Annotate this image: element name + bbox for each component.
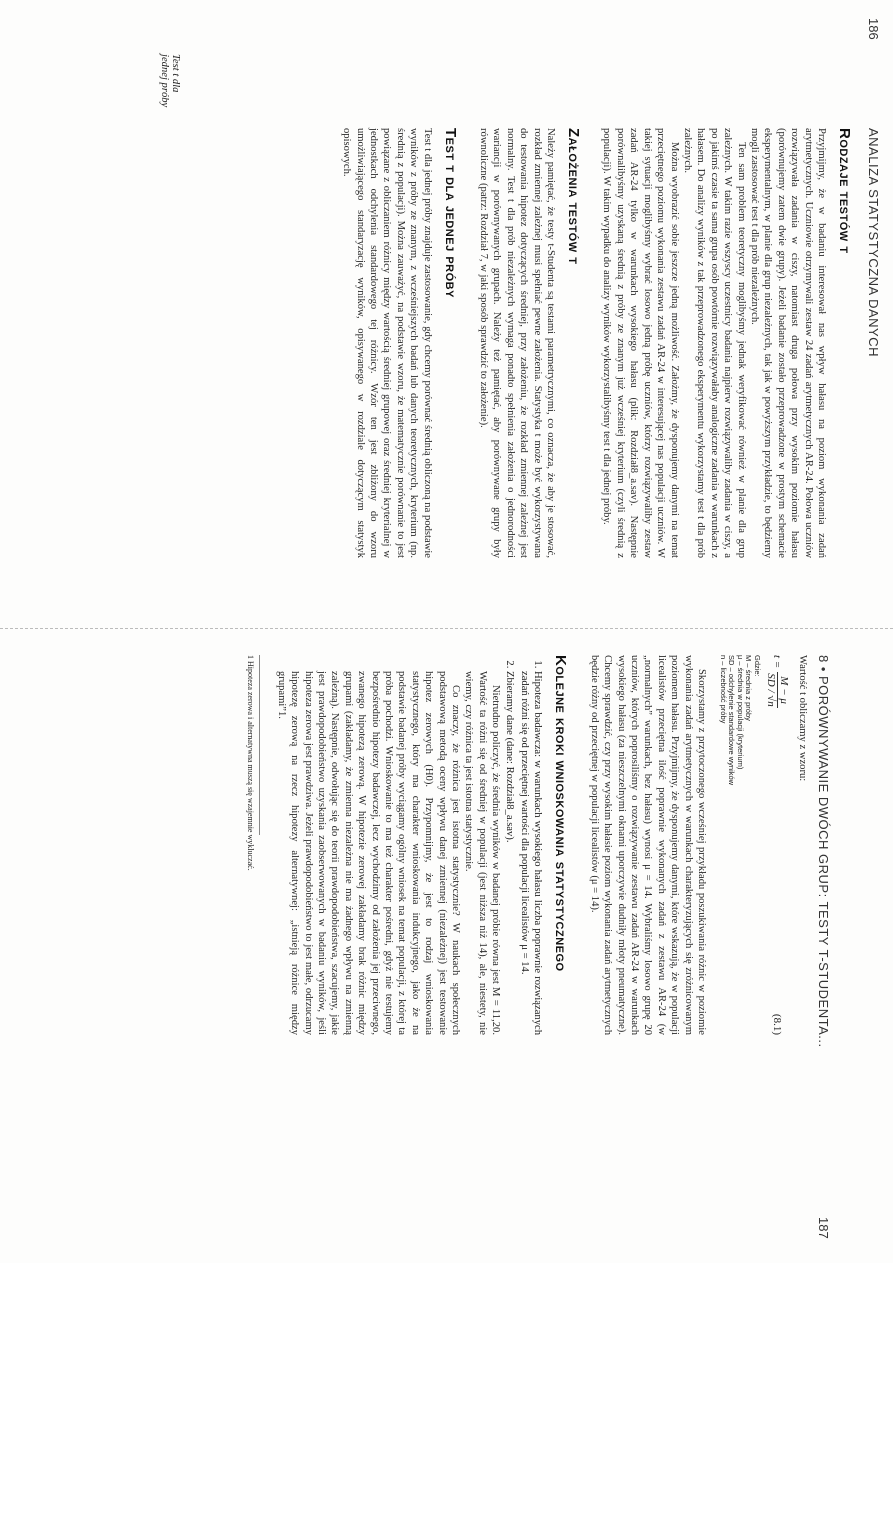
paragraph: Nietrudno policzyć, że średnia wyników w badanej próbie równa jest M = 11,20. Wartość ta różni się od średniej w populacji (jest niższa niż 14), ale, niestety, nie wiemy, czy różnica ta jest istotna statystycznie. xyxy=(463,671,502,1035)
section-title-rodzaje: Rodzaje testów t xyxy=(836,128,853,254)
section-title-kroki: Kolejne kroki wnioskowania statystycznego xyxy=(552,655,570,972)
formula-8-1 xyxy=(765,655,790,1035)
running-head: 8 • PORÓWNYWANIE DWÓCH GRUP: TESTY T-STUDENTA... xyxy=(816,655,831,1048)
legend-line: SD – odchylenie standardowe wyników xyxy=(727,655,737,786)
section-title-test-jednej-proby: Test t dla jednej próby xyxy=(441,128,459,298)
page-number: 186 xyxy=(866,18,881,40)
legend-line: M – średnia z próby xyxy=(744,655,754,721)
legend-line: Gdzie: xyxy=(752,655,762,677)
paragraph: Należy pamiętać, że testy t-Studenta są testami parametrycznymi, co oznacza, że aby je stosować, rozkład zmiennej zależnej musi spełniać pewne założenia. Statystyka t może być wykorzystywana do testowania hipotez dotyczących średniej, przy założeniu, że rozkład zmiennej zależnej jest normalny. Test t dla prób niezależnych wymaga ponadto spełnienia założenia o jednorodności wariancji w porównywanych grupach. Należy też pamiętać, aby porównywane grupy były równoliczne (patrz: Rozdział 7, w jaki sposób sprawdzić to założenie). xyxy=(478,128,557,558)
step-text: Zbieramy dane (dane: Rozdział8_a.sav). xyxy=(503,671,515,843)
paragraph: Co znaczy, że różnica jest istotna statystycznie? W naukach społecznych podstawową metodą oceny wpływu danej zmiennej (niezależnej) jest testowanie hipotez zerowych (H0). Przypomnijmy, że jest to rodzaj wnioskowania statystycznego, który ma charakter wnioskowania indukcyjnego, jako że na podstawie badanej próby wyciągamy ogólny wniosek na temat populacji, z której ta próba pochodzi. Wnioskowanie to ma też charakter pośredni, gdyż nie testujemy bezpośrednio hipotezy badawczej, lecz wychodzimy od założenia jej przeciwnego, zwanego hipotezą zerową. W hipotezie zerowej zakładamy brak różnic między grupami (zakładamy, że zmienna niezależna nie ma żadnego wpływu na zmienną zależną). Następnie, odwołując się do teorii prawdopodobieństwa, szacujemy, jakie jest prawdopodobieństwo uzyskania zaobserwowanych w badaniu wyników, jeśli hipoteza zerowa jest prawdziwa. Jeżeli prawdopodobieństwo to jest małe, odrzucamy hipotezę zerową na rzecz hipotezy alternatywnej: „istnieją różnice między grupami”1. xyxy=(275,671,461,1035)
paragraph: Ten sam problem teoretyczny moglibyśmy jednak weryfikować również w planie dla grup zależnych. W takim razie wszyscy uczestnicy badania najpierw rozwiązywaliby zadania w ciszy, a po jakimś czasie ta sama grupa osób powtórnie rozwiązywałaby analogiczne zadania w warunkach z hałasem. Do analizy wyników z tak przeprowadzonego eksperymentu wykorzystamy test t dla prób zależnych. xyxy=(681,128,747,558)
formula-number: (8.1) xyxy=(771,1013,784,1035)
legend-line: μ – średnia w populacji (kryterium) xyxy=(735,655,745,770)
formula-numerator: M − μ xyxy=(777,672,790,708)
page-fold-divider xyxy=(0,628,893,629)
margin-note: Test t dla jednej próby xyxy=(159,54,181,108)
paragraph: Można wyobrazić sobie jeszcze jedną możliwość. Założmy, że dysponujemy danymi na temat przeciętnego poziomu wykonania zestawu zadań AR-24 w interesującej nas populacji uczniów. W takiej sytuacji moglibyśmy wybrać losowo jedną próbę uczniów, którzy rozwiązywaliby zestaw zadań AR-24 tylko w warunkach wysokiego hałasu (plik: Rozdział8_a.sav). Następnie porównalibyśmy uzyskaną średnią z próby ze znanym już wcześniej kryterium (czyli średnią z populacji). W takim wypadku do analizy wyników wykorzystalibyśmy test t dla jednej próby. xyxy=(601,128,680,558)
steps-list xyxy=(274,655,544,1035)
formula-denominator: SD / √n xyxy=(764,673,777,707)
footnote-rule xyxy=(255,655,260,835)
legend-line: n – liczebność próby xyxy=(718,655,728,724)
page-187 xyxy=(0,635,831,1515)
footnote: 1 Hipoteza zerowa i alternatywna muszą się wzajemnie wykluczać. xyxy=(246,655,256,871)
page-number: 187 xyxy=(816,1217,831,1239)
formula-legend xyxy=(718,655,761,1035)
page-186-body xyxy=(340,128,871,558)
running-head: ANALIZA STATYSTYCZNA DANYCH xyxy=(866,128,881,358)
section-title-zalozenia: Założenia testów t xyxy=(565,128,583,265)
formula-lhs: t = xyxy=(771,655,784,669)
paragraph: Test t dla jednej próby znajduje zastosowanie, gdy chcemy porównać średnią obliczoną na podstawie wyników z próby ze znanym, z wcześniejszych badań lub danych teoretycznych, kryterium (np. średnią z populacji). Można zauważyć, na podstawie wzoru, że matematycznie porównanie to jest powiązane z obliczaniem różnicy między wartością średniej grupowej oraz średniej kryterialnej w jednostkach odchylenia standardowego tej różnicy. Wzór ten jest zbliżony do wzoru umożliwiającego standaryzację wyników, opisywanego w rozdziale dotyczącym statystyk opisowych. xyxy=(341,128,433,558)
step-item: 1. Hipoteza badawcza: w warunkach wysokiego hałasu liczba poprawnie rozwiązanych zadań różni się od przeciętnej wartości dla populacji licealistów μ = 14. xyxy=(518,671,545,1035)
paragraph: Skorzystamy z przytoczonego wcześniej przykładu poszukiwania różnic w poziomie wykonania zadań arytmetycznych w warunkach charakteryzujących się zróżnicowanym poziomem hałasu. Przyjmijmy, że dysponujemy danymi, które wskazują, że w populacji licealistów przeciętna ilość poprawnie wykonanych zadań z zestawu AR-24 (w „normalnych” warunkach, bez hałasu) wynosi μ = 14. Wybraliśmy losowo grupę 20 uczniów, których poprosiliśmy o rozwiązywanie zestawu zadań AR-24 w warunkach wysokiego hałasu (za nieszczelnymi oknami uporczywie dudniły młoty pneumatyczne). Chcemy sprawdzić, czy przy wysokim hałasie poziom wykonania zadań arytmetycznych będzie różny od przeciętnej w populacji licealistów (μ = 14). xyxy=(588,655,708,1035)
paragraph: Wartość t obliczamy z wzoru: xyxy=(797,655,808,782)
page-187-body xyxy=(246,655,809,1035)
step-item xyxy=(274,671,515,1035)
paragraph: Przyjmijmy, że w badaniu interesował nas wpływ hałasu na poziom wykonania zadań arytmetycznych. Uczniowie otrzymywali zestaw 24 zadań arytmetycznych AR-24. Połowa uczniów rozwiązywała zadania w ciszy, natomiast druga połowa przy wysokim poziomie hałasu (porównujemy zatem dwie grupy). Jeżeli badanie zostało przeprowadzone w prostym schemacie eksperymentalnym, w planie dla grup niezależnych, tak jak w powyższym przykładzie, to będziemy mogli zastosować test t dla prób niezależnych. xyxy=(748,128,827,558)
